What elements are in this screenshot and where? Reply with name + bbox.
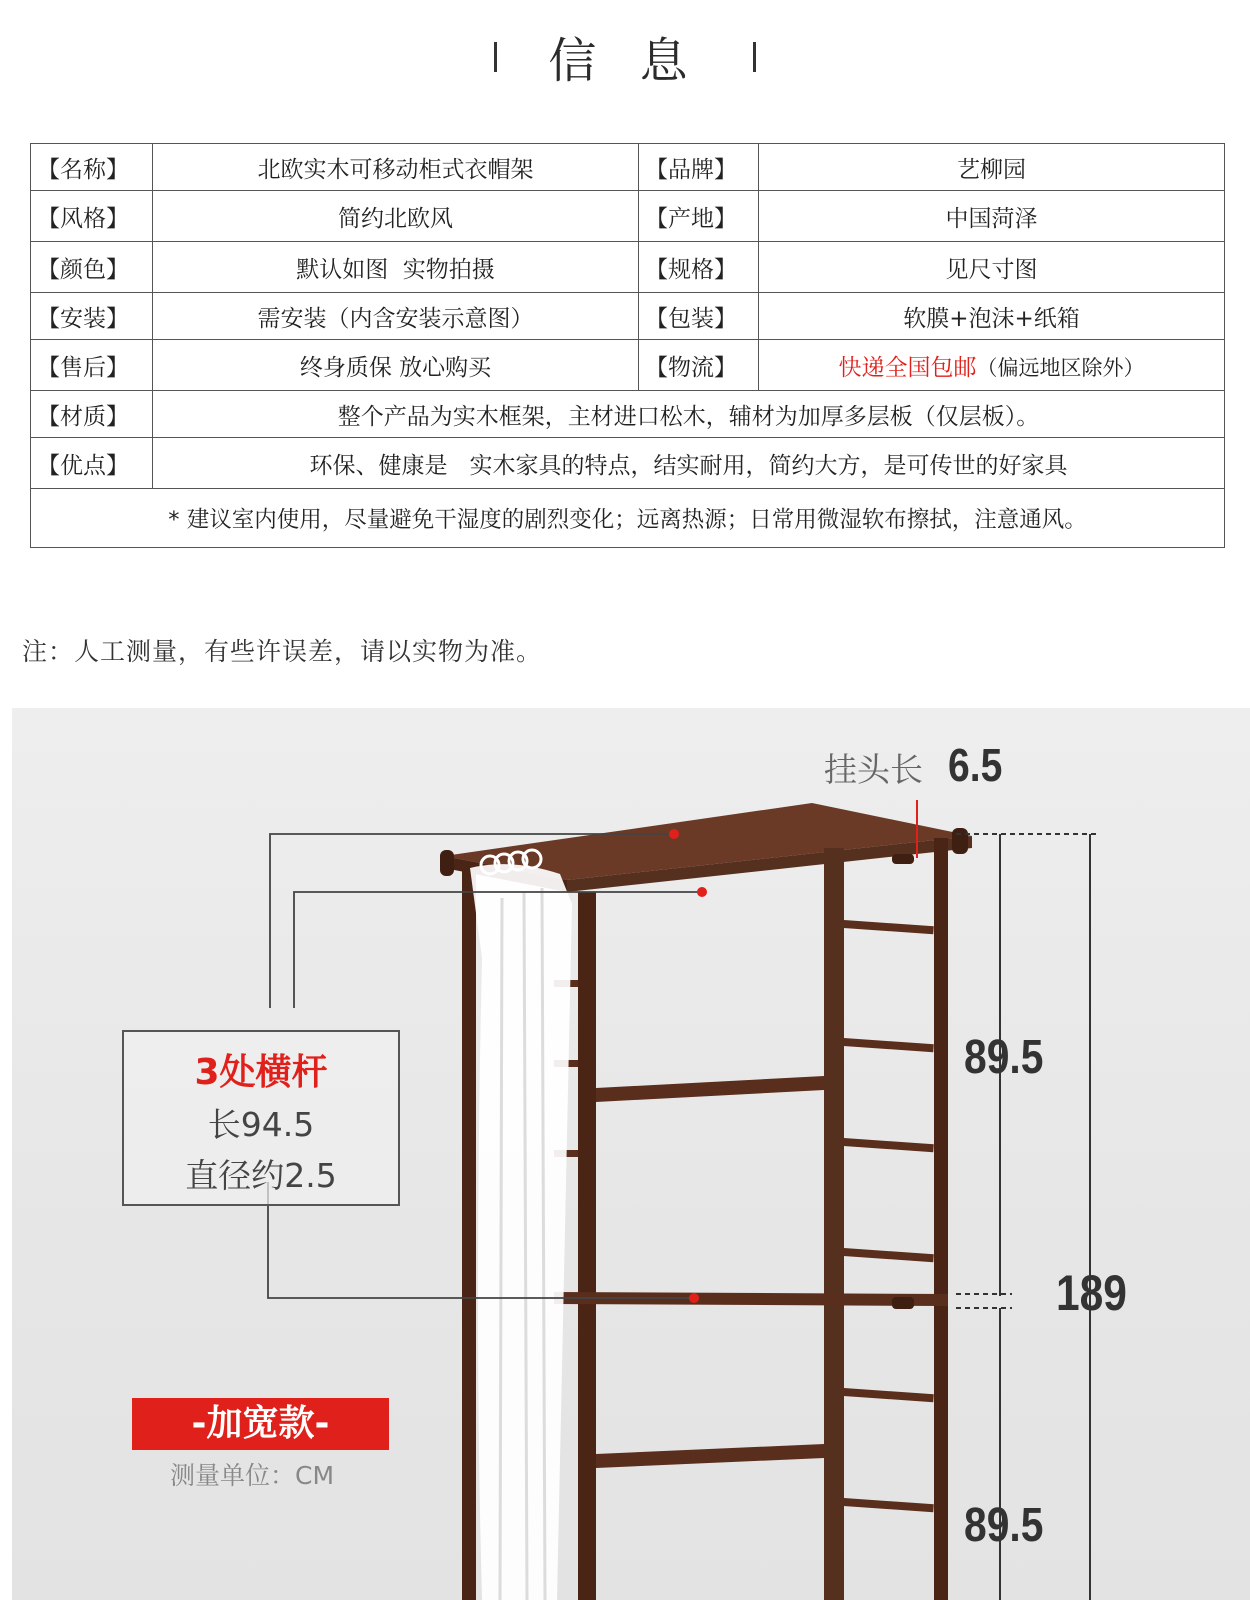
label-aftersale: 【售后】 <box>31 340 153 391</box>
label-color: 【颜色】 <box>31 242 153 293</box>
value-install: 需安装（内含安装示意图） <box>153 293 639 340</box>
left-back-post <box>462 868 476 1600</box>
value-brand: 艺柳园 <box>759 144 1225 191</box>
crossbar-title: 3处横杆 <box>194 1052 328 1093</box>
lower-height-dimension: 89.5 <box>964 1499 1044 1552</box>
title-divider-right <box>753 42 756 72</box>
value-material: 整个产品为实木框架，主材进口松木，辅材为加厚多层板（仅层板）。 <box>153 391 1225 438</box>
value-style: 简约北欧风 <box>153 191 639 242</box>
value-origin: 中国菏泽 <box>759 191 1225 242</box>
product-info-table <box>30 143 1225 548</box>
info-row-material <box>31 391 1225 438</box>
total-height-dimension: 189 <box>1056 1265 1127 1321</box>
widened-version-badge: -加宽款- <box>132 1398 389 1450</box>
info-row-color <box>31 242 1225 293</box>
title-divider-left <box>494 42 497 72</box>
measurement-unit: 测量单位：CM <box>170 1461 335 1490</box>
hook-length-text: 挂头长 <box>824 750 923 789</box>
label-packaging: 【包装】 <box>639 293 759 340</box>
hook-length-value: 6.5 <box>948 739 1003 791</box>
value-color: 默认如图 实物拍摄 <box>153 242 639 293</box>
label-install: 【安装】 <box>31 293 153 340</box>
value-logistics <box>759 340 1225 391</box>
info-row-install <box>31 293 1225 340</box>
info-row-style <box>31 191 1225 242</box>
value-packaging: 软膜+泡沫+纸箱 <box>759 293 1225 340</box>
label-origin: 【产地】 <box>639 191 759 242</box>
section-header <box>0 22 1250 92</box>
section-title: 信 息 <box>548 33 702 89</box>
info-row-care <box>31 489 1225 548</box>
info-row-advantage <box>31 438 1225 489</box>
curtain <box>470 864 572 1600</box>
free-shipping-text: 快递全国包邮 <box>838 354 977 381</box>
value-aftersale: 终身质保 放心购买 <box>153 340 639 391</box>
crossbar-length: 长94.5 <box>207 1105 315 1144</box>
label-advantage: 【优点】 <box>31 438 153 489</box>
info-row-aftersale <box>31 340 1225 391</box>
upper-height-dimension: 89.5 <box>964 1031 1044 1084</box>
measure-note: 注：人工测量，有些许误差，请以实物为准。 <box>22 637 543 666</box>
info-row-name <box>31 144 1225 191</box>
care-note: * 建议室内使用，尽量避免干湿度的剧烈变化；远离热源；日常用微湿软布擦拭，注意通风。 <box>31 489 1225 548</box>
label-brand: 【品牌】 <box>639 144 759 191</box>
label-material: 【材质】 <box>31 391 153 438</box>
label-logistics: 【物流】 <box>639 340 759 391</box>
crossbar-info-box <box>122 1030 400 1206</box>
value-advantage: 环保、健康是 实木家具的特点，结实耐用，简约大方，是可传世的好家具 <box>153 438 1225 489</box>
remote-exception-text: （偏远地区除外） <box>976 355 1145 380</box>
hook-length-label <box>824 744 923 791</box>
label-spec: 【规格】 <box>639 242 759 293</box>
value-spec: 见尺寸图 <box>759 242 1225 293</box>
crossbar-diameter: 直径约2.5 <box>185 1156 337 1195</box>
right-back-post <box>934 838 948 1600</box>
value-name: 北欧实木可移动柜式衣帽架 <box>153 144 639 191</box>
right-front-post <box>824 848 844 1600</box>
label-style: 【风格】 <box>31 191 153 242</box>
label-name: 【名称】 <box>31 144 153 191</box>
left-front-post <box>578 892 596 1600</box>
